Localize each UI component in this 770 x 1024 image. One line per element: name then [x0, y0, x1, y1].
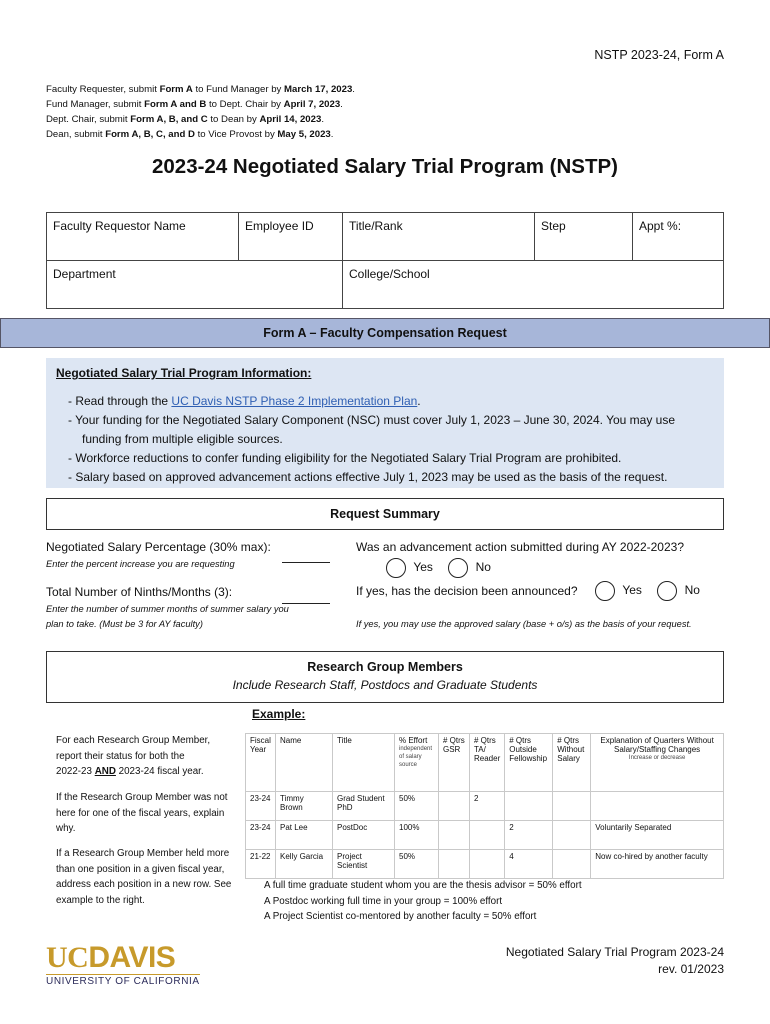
advancement-radio-group: Yes No [386, 558, 491, 578]
column-header: # Qtrs TA/ Reader [470, 734, 505, 792]
ninths-note: Enter the number of summer months of summer salary you [46, 604, 289, 614]
column-header: Fiscal Year [246, 734, 276, 792]
footer-revision: rev. 01/2023 [658, 962, 724, 976]
footer [506, 944, 724, 978]
example-note: A Project Scientist co-mentored by another faculty = 50% effort [264, 911, 537, 922]
decision-note: If yes, you may use the approved salary (base + o/s) as the basis of your request. [356, 619, 692, 629]
schedule-line: Dean, submit Form A, B, C, and D to Vice Provost by May 5, 2023. [46, 129, 334, 140]
column-header: # Qtrs Without Salary [553, 734, 591, 792]
department-field[interactable]: Department [47, 261, 343, 309]
ninths-note: plan to take. (Must be 3 for AY faculty) [46, 619, 203, 629]
table-row: 23-24 Timmy Brown Grad Student PhD 50% 2 [246, 792, 724, 821]
footer-title: Negotiated Salary Trial Program 2023-24 [505, 945, 724, 959]
example-note: A full time graduate student whom you are the thesis advisor = 50% effort [264, 880, 582, 891]
table-row: 23-24 Pat Lee PostDoc 100% 2 Voluntarily Separated [246, 821, 724, 850]
research-group-heading-box [46, 651, 724, 703]
advancement-no-radio[interactable] [448, 558, 468, 578]
example-note: A Postdoc working full time in your group = 100% effort [264, 895, 503, 907]
instruction-1: For each Research Group Member, report their status for both the 2022-23 AND 2023-24 fiscal year. [56, 735, 211, 777]
ninths-input[interactable] [282, 603, 330, 604]
instruction-3: If a Research Group Member held more than one position in a given fiscal year, address each position in a new row. See example to the right. [56, 848, 232, 906]
form-a-section-bar: Form A – Faculty Compensation Request [0, 318, 770, 348]
salary-percentage-label: Negotiated Salary Percentage (30% max): [46, 540, 271, 554]
program-info-box [46, 358, 724, 488]
column-header: Title [333, 734, 395, 792]
implementation-plan-link[interactable]: UC Davis NSTP Phase 2 Implementation Plan [171, 394, 418, 408]
step-field[interactable]: Step [535, 213, 633, 261]
instruction-2: If the Research Group Member was not here for one of the fiscal years, explain why. [56, 792, 228, 834]
table-header-row [246, 734, 724, 792]
decision-radio-group: Yes No [595, 581, 700, 601]
submission-schedule [46, 82, 355, 142]
research-group-subtitle: Include Research Staff, Postdocs and Graduate Students [232, 678, 538, 692]
column-header: Explanation of Quarters Without Salary/Staffing Changes Increase or decrease [591, 734, 724, 792]
decision-yes-radio[interactable] [595, 581, 615, 601]
decision-no-radio[interactable] [657, 581, 677, 601]
table-row: 21-22 Kelly Garcia Project Scientist 50% 4 Now co-hired by another faculty [246, 850, 724, 879]
salary-percentage-note: Enter the percent increase you are requesting [46, 559, 235, 569]
info-bullet: - Workforce reductions to confer funding eligibility for the Negotiated Salary Trial Program are prohibited. [68, 451, 622, 465]
form-label: NSTP 2023-24, Form A [594, 48, 724, 62]
research-group-title: Research Group Members [307, 660, 463, 674]
schedule-line: Dept. Chair, submit Form A, B, and C to Dean by April 14, 2023. [46, 114, 324, 125]
info-bullet: - Read through the UC Davis NSTP Phase 2 Implementation Plan. [68, 394, 421, 408]
request-summary-heading: Request Summary [46, 498, 724, 530]
example-notes [264, 878, 582, 925]
salary-percentage-input[interactable] [282, 562, 330, 563]
employee-id-field[interactable]: Employee ID [239, 213, 343, 261]
schedule-line: Fund Manager, submit Form A and B to Dept. Chair by April 7, 2023. [46, 99, 343, 110]
info-bullet: - Your funding for the Negotiated Salary Component (NSC) must cover July 1, 2023 – June 30, 2024. You may use [68, 413, 676, 427]
advancement-question: Was an advancement action submitted during AY 2022-2023? [356, 540, 684, 554]
faculty-info-table [46, 212, 724, 309]
info-bullet-cont: funding from multiple eligible sources. [82, 432, 283, 446]
column-header: Name [276, 734, 333, 792]
college-field[interactable]: College/School [343, 261, 724, 309]
example-table [245, 733, 724, 879]
title-rank-field[interactable]: Title/Rank [343, 213, 535, 261]
column-header: # Qtrs GSR [439, 734, 470, 792]
example-label: Example: [252, 707, 306, 721]
appt-field[interactable]: Appt %: [633, 213, 724, 261]
column-header: # Qtrs Outside Fellowship [505, 734, 553, 792]
ucdavis-logo: UCDAVIS UNIVERSITY OF CALIFORNIA [46, 941, 200, 987]
ninths-label: Total Number of Ninths/Months (3): [46, 585, 233, 599]
requestor-name-field[interactable]: Faculty Requestor Name [47, 213, 239, 261]
schedule-line: Faculty Requester, submit Form A to Fund Manager by March 17, 2023. [46, 84, 355, 95]
info-heading: Negotiated Salary Trial Program Information: [56, 366, 312, 380]
advancement-yes-radio[interactable] [386, 558, 406, 578]
column-header: % Effort independent of salary source [395, 734, 439, 792]
decision-question: If yes, has the decision been announced? [356, 584, 578, 598]
page-title: 2023-24 Negotiated Salary Trial Program (NSTP) [152, 155, 618, 178]
info-bullet: - Salary based on approved advancement actions effective July 1, 2023 may be used as the basis of the request. [68, 470, 668, 484]
